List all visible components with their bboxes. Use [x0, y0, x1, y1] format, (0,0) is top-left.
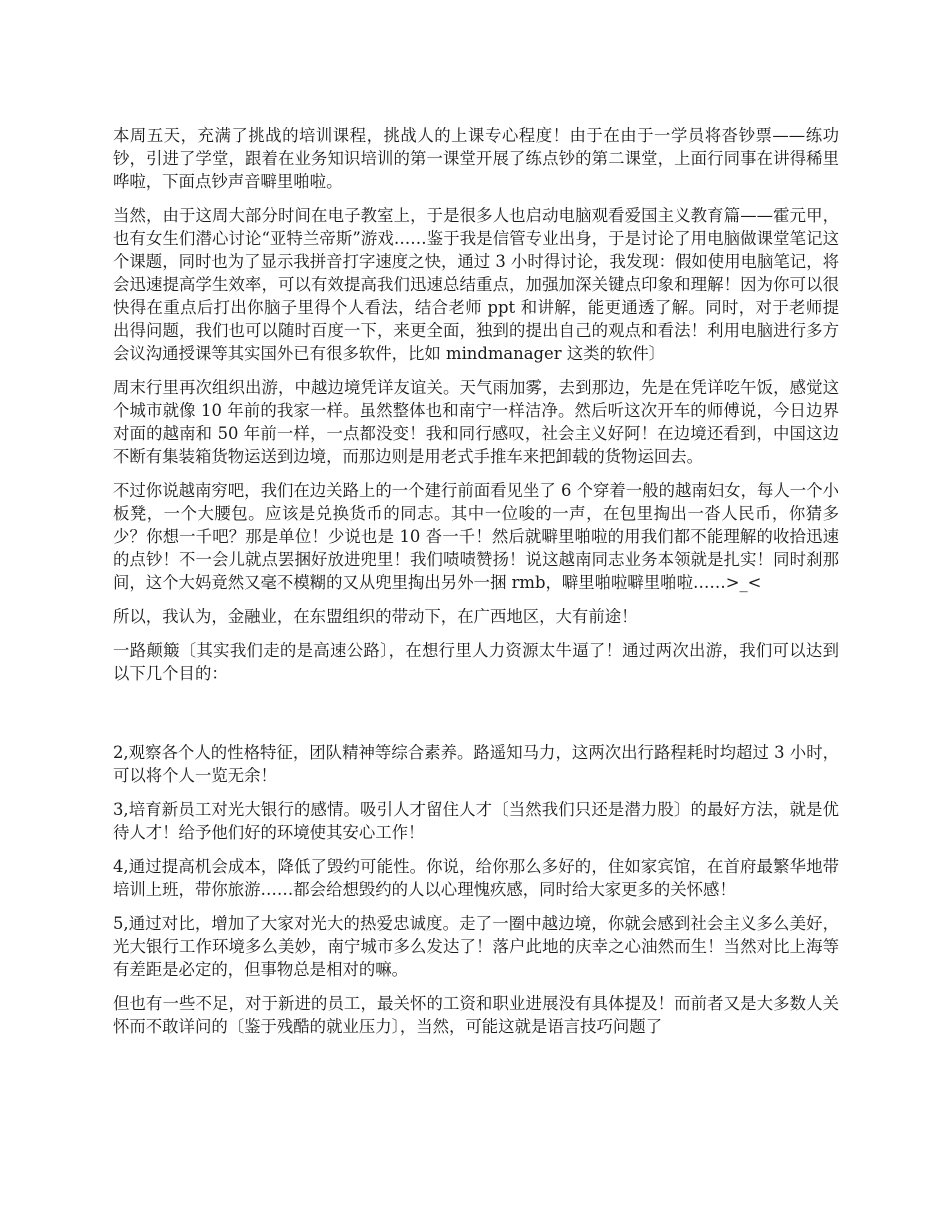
paragraph-border-trip: 周末行里再次组织出游，中越边境凭详友谊关。天气雨加雾，去到那边，先是在凭详吃午饭，感觉这个城市就像 10 年前的我家一样。虽然整体也和南宁一样洁净。然后听这次开车的师傅说，今日边界对面的越南和 50 年前一样，一点都没变！我和同行感叹，社会主义好阿！在边境还看到，中国这边不断有集装箱货物运送到边境，而那边则是用老式手推车来把卸载的货物运回去。 — [113, 378, 839, 466]
paragraph-training-week: 本周五天，充满了挑战的培训课程，挑战人的上课专心程度！由于在由于一学员将沓钞票——练功钞，引进了学堂，跟着在业务知识培训的第一课堂开展了练点钞的第二课堂，上面行同事在讲得稀里哗啦，下面点钞声音噼里啪啦。 — [113, 126, 839, 191]
point-4: 4,通过提高机会成本，降低了毁约可能性。你说，给你那么多好的，住如家宾馆，在首府最繁华地带培训上班，带你旅游……都会给想毁约的人以心理愧疚感，同时给大家更多的关怀感！ — [113, 857, 839, 899]
point-5: 5,通过对比，增加了大家对光大的热爱忠诚度。走了一圈中越边境，你就会感到社会主义多么美好，光大银行工作环境多么美妙，南宁城市多么发达了！落户此地的庆幸之心油然而生！当然对比上海等有差距是必定的，但事物总是相对的嘛。 — [113, 914, 839, 979]
document-body — [113, 124, 839, 1049]
blank-space — [113, 696, 839, 741]
paragraph-shortcomings: 但也有一些不足，对于新进的员工，最关怀的工资和职业进展没有具体提及！而前者又是大多数人关怀而不敢详问的〔鉴于残酷的就业压力〕，当然，可能这就是语言技巧问题了 — [113, 994, 839, 1036]
paragraph-computer-notes: 当然，由于这周大部分时间在电子教室上，于是很多人也启动电脑观看爱国主义教育篇——霍元甲，也有女生们潜心讨论“亚特兰帝斯”游戏……鉴于我是信管专业出身，于是讨论了用电脑做课堂笔记这个课题，同时也为了显示我拼音打字速度之快，通过 3 小时得讨论，我发现：假如使用电脑笔记，将会迅速提高学生效率，可以有效提高我们迅速总结重点，加强加深关键点印象和理解！因为你可以很快得在重点后打出你脑子里得个人看法，结合老师 ppt 和讲解，能更通透了解。同时，对于老师提出得问题，我们也可以随时百度一下，来更全面，独到的提出自己的观点和看法！利用电脑进行多方会议沟通授课等其实国外已有很多软件，比如 mindmanager 这类的软件〕 — [113, 206, 839, 363]
paragraph-purposes-intro: 一路颠簸〔其实我们走的是高速公路〕，在想行里人力资源太牛逼了！通过两次出游，我们可以达到以下几个目的： — [113, 641, 839, 683]
point-3: 3,培育新员工对光大银行的感情。吸引人才留住人才〔当然我们只还是潜力股〕的最好方法，就是优待人才！给予他们好的环境使其安心工作！ — [113, 800, 839, 842]
paragraph-conclusion: 所以，我认为，金融业，在东盟组织的带动下，在广西地区，大有前途！ — [113, 607, 638, 626]
point-2: 2,观察各个人的性格特征，团队精神等综合素养。路遥知马力，这两次出行路程耗时均超过 3 小时，可以将个人一览无余！ — [113, 743, 839, 785]
paragraph-vietnam-exchange: 不过你说越南穷吧，我们在边关路上的一个建行前面看见坐了 6 个穿着一般的越南妇女，每人一个小板凳，一个大腰包。应该是兑换货币的同志。其中一位唆的一声，在包里掏出一沓人民币，你猜多少？你想一千吧？那是单位！少说也是 10 沓一千！然后就噼里啪啦的用我们都不能理解的收拾迅速的点钞！不一会儿就点罢捆好放进兜里！我们啧啧赞扬！说这越南同志业务本领就是扎实！同时刹那间，这个大妈竟然又毫不模糊的又从兜里掏出另外一捆 rmb，噼里啪啦噼里啪啦……>_< — [113, 481, 839, 592]
